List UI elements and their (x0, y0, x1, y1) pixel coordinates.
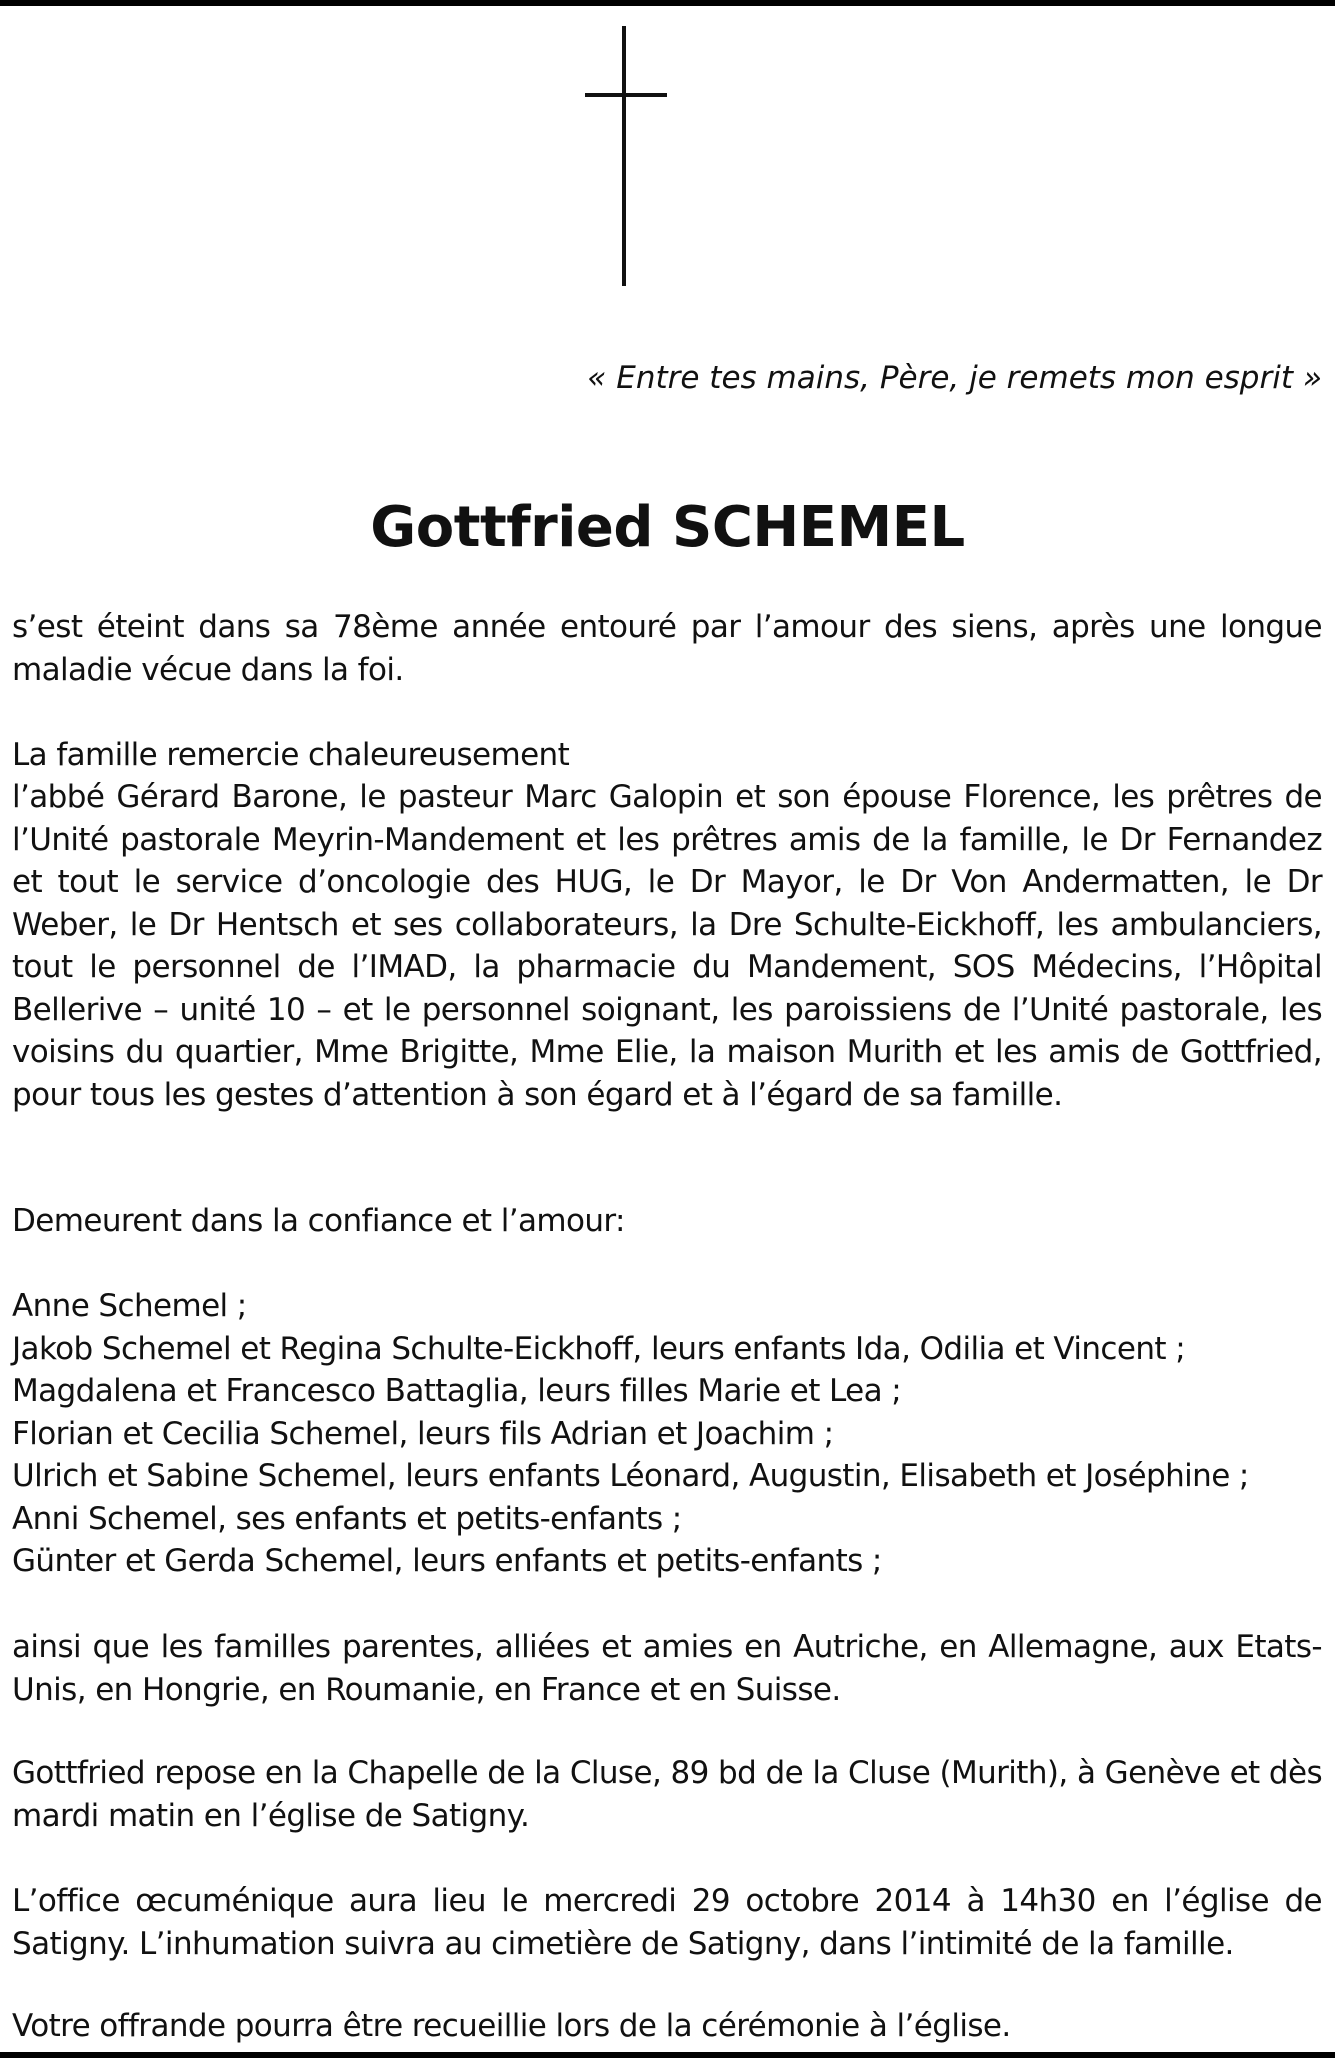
cross-icon (585, 26, 667, 286)
list-item: Florian et Cecilia Schemel, leurs fils Adrian et Joachim ; (12, 1415, 834, 1452)
epigraph: « Entre tes mains, Père, je remets mon esprit » (587, 360, 1322, 396)
list-item: Ulrich et Sabine Schemel, leurs enfants Léonard, Augustin, Elisabeth et Joséphine ; (12, 1458, 1249, 1494)
list-item: Magdalena et Francesco Battaglia, leurs filles Marie et Lea ; (12, 1373, 902, 1409)
list-item: Jakob Schemel et Regina Schulte-Eickhoff, leurs enfants Ida, Odilia et Vincent ; (12, 1330, 1186, 1367)
thanks-paragraph: l’abbé Gérard Barone, le pasteur Marc Galopin et son épouse Florence, les prêtres de l’Unité pastorale Meyrin-Mandement et les prêtres amis de la famille, le Dr Fernandez et tout le service d’oncologie des HUG, le Dr Mayor, le Dr Von Andermatten, le Dr Weber, le Dr Hentsch et ses collaborateurs, la Dre Schulte-Eickhoff, les ambulanciers, tout le personnel de l’IMAD, la pharmacie du Mandement, SOS Médecins, l’Hôpital Bellerive – unité 10 – et le personnel soignant, les paroissiens de l’Unité pastorale, les voisins du quartier, Mme Brigitte, Mme Elie, la maison Murith et les amis de Gottfried, pour tous les gestes d’attention à son égard et à l’égard de sa famille. (12, 779, 1322, 1113)
top-rule (0, 0, 1335, 6)
family-heading: Demeurent dans la confiance et l’amour: (12, 1203, 625, 1239)
thanks-heading: La famille remercie chaleureusement (12, 737, 570, 773)
service-paragraph: L’office œcuménique aura lieu le mercredi 29 octobre 2014 à 14h30 en l’église de Satigny. L’inhumation suivra au cimetière de Satigny, dans l’intimité de la famille. (12, 1883, 1322, 1962)
relatives-paragraph: ainsi que les familles parentes, alliées et amies en Autriche, en Allemagne, aux Etats-Unis, en Hongrie, en Roumanie, en France et en Suisse. (12, 1629, 1322, 1708)
bottom-rule (0, 2052, 1335, 2058)
intro-paragraph: s’est éteint dans sa 78ème année entouré par l’amour des siens, après une longue maladie vécue dans la foi. (12, 609, 1322, 688)
offering-paragraph: Votre offrande pourra être recueillie lors de la cérémonie à l’église. (12, 2008, 1011, 2044)
list-item: Anne Schemel ; (12, 1288, 247, 1324)
repose-paragraph: Gottfried repose en la Chapelle de la Cluse, 89 bd de la Cluse (Murith), à Genève et dès mardi matin en l’église de Satigny. (12, 1755, 1322, 1834)
family-list (12, 1285, 1322, 1583)
list-item: Günter et Gerda Schemel, leurs enfants et petits-enfants ; (12, 1543, 882, 1579)
deceased-name: Gottfried SCHEMEL (370, 495, 965, 560)
list-item: Anni Schemel, ses enfants et petits-enfants ; (12, 1500, 682, 1537)
